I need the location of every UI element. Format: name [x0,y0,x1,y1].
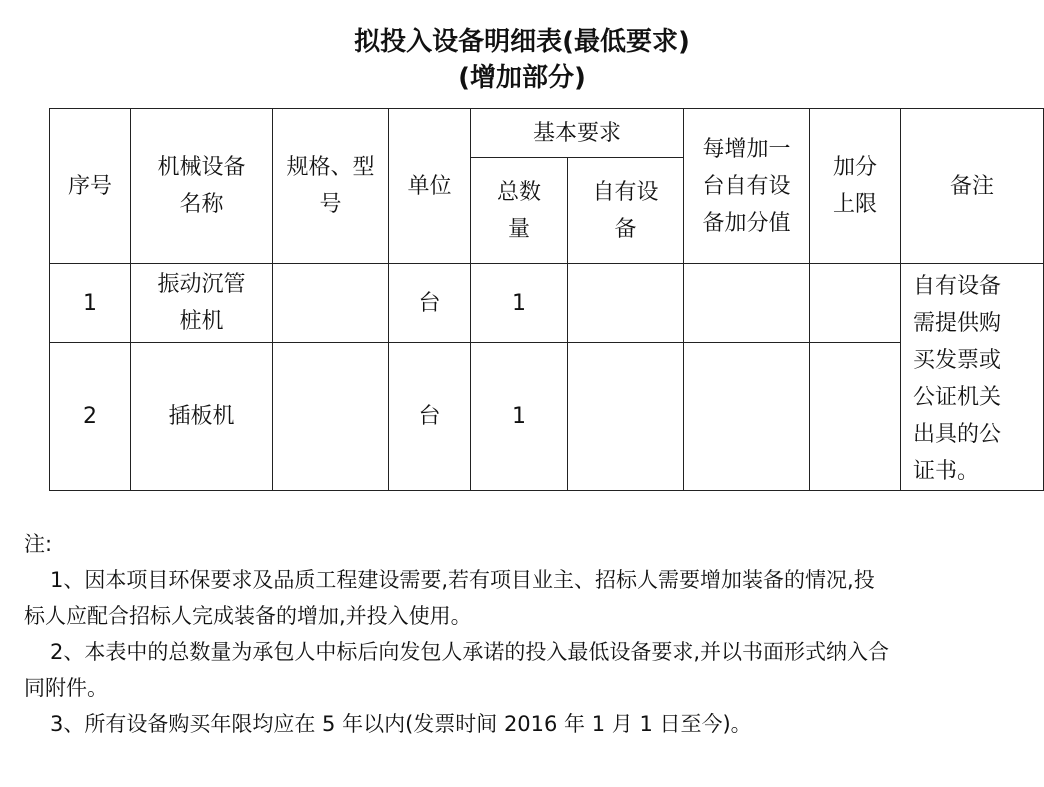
cell-bonus-limit [810,343,901,491]
header-remarks: 备注 [901,109,1044,264]
cell-bonus-per-unit [684,264,810,343]
header-seq: 序号 [50,109,131,264]
header-basic-requirements: 基本要求 [471,109,684,158]
cell-equipment-name: 插板机 [131,343,273,491]
note-item-1-line-2: 标人应配合招标人完成装备的增加,并投入使用。 [24,604,472,628]
notes-heading: 注: [24,532,53,556]
cell-bonus-limit [810,264,901,343]
header-equipment-name: 机械设备 名称 [131,109,273,264]
cell-remarks: 自有设备 需提供购 买发票或 公证机关 出具的公 证书。 [901,264,1044,491]
cell-own-equipment [568,264,684,343]
cell-spec-model [273,343,389,491]
header-bonus-per-unit: 每增加一 台自有设 备加分值 [684,109,810,264]
cell-own-equipment [568,343,684,491]
note-item-2-line-1: 2、本表中的总数量为承包人中标后向发包人承诺的投入最低设备要求,并以书面形式纳入合 [50,640,890,664]
document-subtitle: (增加部分) [458,63,586,93]
header-unit: 单位 [389,109,471,264]
note-item-3-line-1: 3、所有设备购买年限均应在 5 年以内(发票时间 2016 年 1 月 1 日至今)。 [50,712,752,736]
cell-equipment-name: 振动沉管 桩机 [131,264,273,343]
cell-total-quantity: 1 [471,264,568,343]
header-total-quantity: 总数 量 [471,158,568,264]
note-item-1-line-1: 1、因本项目环保要求及品质工程建设需要,若有项目业主、招标人需要增加装备的情况,投 [50,568,875,592]
cell-spec-model [273,264,389,343]
cell-total-quantity: 1 [471,343,568,491]
note-item-2-line-2: 同附件。 [24,676,108,700]
document-title: 拟投入设备明细表(最低要求) [354,27,690,57]
notes-section [24,526,1044,742]
cell-seq: 1 [50,264,131,343]
cell-bonus-per-unit [684,343,810,491]
cell-unit: 台 [389,343,471,491]
cell-unit: 台 [389,264,471,343]
equipment-table [49,108,1044,491]
table-row [50,343,1044,491]
header-bonus-limit: 加分 上限 [810,109,901,264]
cell-seq: 2 [50,343,131,491]
header-own-equipment: 自有设 备 [568,158,684,264]
header-spec-model: 规格、型 号 [273,109,389,264]
table-row [50,264,1044,343]
